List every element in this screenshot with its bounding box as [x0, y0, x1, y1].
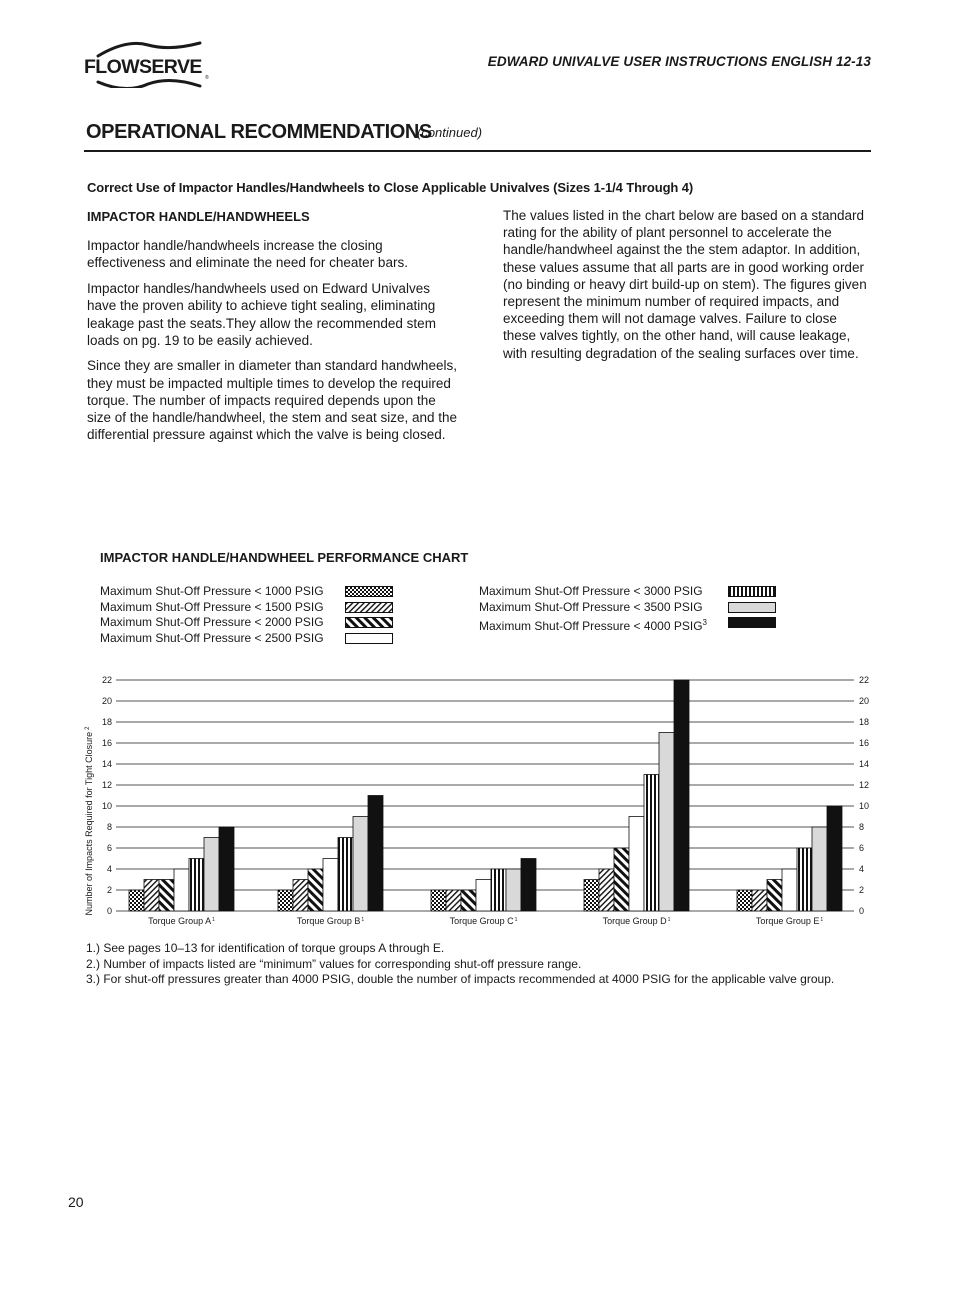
flowserve-logo — [84, 40, 212, 88]
y-tick-label-right: 22 — [859, 675, 870, 685]
legend-swatch-3000 — [728, 586, 776, 597]
legend-swatch-2500 — [345, 633, 393, 644]
y-tick-label-right: 0 — [859, 906, 865, 916]
chart-title: IMPACTOR HANDLE/HANDWHEEL PERFORMANCE CHART — [100, 550, 469, 565]
paragraph: Impactor handle/handwheels increase the closing effectiveness and eliminate the need for cheater bars. — [87, 238, 408, 271]
footnote: 2.) Number of impacts listed are “minimum” values for corresponding shut-off pressure range. — [86, 956, 582, 971]
y-tick-label-right: 14 — [859, 759, 870, 769]
legend-label: Maximum Shut-Off Pressure < 4000 PSIG — [479, 619, 703, 634]
bar — [506, 869, 521, 911]
legend-label: Maximum Shut-Off Pressure < 3000 PSIG — [479, 584, 703, 598]
bar — [368, 796, 383, 912]
bar — [476, 880, 491, 912]
document-title: EDWARD UNIVALVE USER INSTRUCTIONS ENGLISH 12-13 — [487, 54, 871, 69]
legend-label: Maximum Shut-Off Pressure < 3500 PSIG — [479, 599, 703, 614]
legend-entry — [100, 600, 400, 616]
footnotes — [86, 941, 834, 988]
bar — [614, 848, 629, 911]
bar — [204, 838, 219, 912]
footnote: 1.) See pages 10–13 for identification of torque groups A through E. — [86, 941, 445, 955]
legend-entry — [100, 615, 400, 631]
svg-text:®: ® — [205, 75, 209, 81]
y-tick-label-right: 8 — [859, 822, 865, 832]
bar — [338, 838, 353, 912]
y-tick-label-left: 8 — [106, 822, 112, 832]
bar — [644, 775, 659, 912]
bar — [767, 880, 782, 912]
bar — [323, 859, 338, 912]
bar — [782, 869, 797, 911]
chart-legend-right — [479, 584, 779, 634]
x-category-label: Torque Group $A^1$ — [148, 916, 215, 926]
y-tick-label-right: 16 — [859, 738, 870, 748]
flowserve-logo-mark — [84, 40, 212, 88]
y-tick-label-right: 18 — [859, 717, 870, 727]
y-tick-label-left: 12 — [101, 780, 112, 790]
bar — [189, 859, 204, 912]
y-tick-label-left: 0 — [106, 906, 112, 916]
bar — [629, 817, 644, 912]
legend-label: Maximum Shut-Off Pressure < 1000 PSIG — [100, 584, 324, 598]
bar — [461, 890, 476, 911]
bar — [308, 869, 323, 911]
legend-entry — [479, 615, 779, 634]
bar — [674, 680, 689, 911]
legend-swatch-4000 — [728, 617, 776, 628]
legend-entry — [479, 584, 779, 600]
y-tick-label-right: 6 — [859, 843, 865, 853]
y-tick-label-right: 12 — [859, 780, 870, 790]
paragraph: The values listed in the chart below are based on a standard rating for the ability of plant personnel to accelerate the handle/handwheel against the the stem adaptor. In addition, these values assume that all parts are in good working order (no binding or heavy dirt build-up on stem). The figures given represent the minimum number of required impacts, and exceeding them will not damage valves. Failure to close these valves tightly, on the other hand, will cause leakage, with resulting degradation of the sealing surfaces over time. — [503, 208, 867, 361]
performance-bar-chart — [78, 670, 878, 932]
bar — [293, 880, 308, 912]
legend-entry — [100, 631, 400, 647]
legend-label: Maximum Shut-Off Pressure < 2000 PSIG — [100, 615, 324, 630]
legend-swatch-2000 — [345, 617, 393, 628]
y-tick-label-left: 22 — [101, 675, 112, 685]
bar — [174, 869, 189, 911]
bar — [752, 890, 767, 911]
bar — [219, 827, 234, 911]
y-tick-label-left: 20 — [101, 696, 112, 706]
legend-footnote-ref: 3 — [702, 618, 707, 628]
y-tick-label-left: 10 — [101, 801, 112, 811]
legend-label: Maximum Shut-Off Pressure < 2500 PSIG — [100, 631, 324, 646]
bar — [431, 890, 446, 911]
title-divider — [84, 150, 871, 152]
y-tick-label-left: 18 — [101, 717, 112, 727]
y-tick-label-right: 20 — [859, 696, 870, 706]
y-tick-label-right: 10 — [859, 801, 870, 811]
left-text-column — [87, 208, 457, 452]
legend-entry — [100, 584, 400, 600]
bar — [278, 890, 293, 911]
legend-entry — [479, 600, 779, 616]
bar — [353, 817, 368, 912]
bar — [584, 880, 599, 912]
bar — [737, 890, 752, 911]
page-number: 20 — [68, 1194, 84, 1210]
legend-swatch-3500 — [728, 602, 776, 613]
y-tick-label-left: 6 — [106, 843, 112, 853]
bar — [599, 869, 614, 911]
bar — [797, 848, 812, 911]
y-tick-label-left: 14 — [101, 759, 112, 769]
paragraph: Impactor handles/handwheels used on Edward Univalves have the proven ability to achieve tight sealing, eliminating leakage past the seats.They allow the recommended stem loads on pg. 19 to be easily achieved. — [87, 281, 436, 348]
y-axis-label: Number of Impacts Required for Tight Closure$^2$ — [84, 726, 94, 916]
x-category-label: Torque Group $E^1$ — [755, 916, 824, 926]
y-tick-label-left: 16 — [101, 738, 112, 748]
x-category-label: Torque Group $C^1$ — [449, 916, 518, 926]
bar — [159, 880, 174, 912]
y-tick-label-right: 4 — [859, 864, 865, 874]
legend-swatch-1500 — [345, 602, 393, 613]
logo-wordmark: FLOWSERVE — [84, 56, 202, 78]
legend-label: Maximum Shut-Off Pressure < 1500 PSIG — [100, 599, 324, 614]
bar — [491, 869, 506, 911]
impactor-heading: IMPACTOR HANDLE/HANDWHEELS — [87, 209, 310, 224]
bar — [129, 890, 144, 911]
bar — [812, 827, 827, 911]
chart-legend-left — [100, 584, 400, 647]
y-tick-label-left: 2 — [106, 885, 112, 895]
bar — [827, 806, 842, 911]
section-title: OPERATIONAL RECOMMENDATIONS — [86, 121, 432, 143]
y-tick-label-left: 4 — [106, 864, 112, 874]
bar — [521, 859, 536, 912]
y-tick-label-right: 2 — [859, 885, 865, 895]
bar — [659, 733, 674, 912]
right-text-column — [503, 207, 873, 362]
bar — [144, 880, 159, 912]
subsection-heading: Correct Use of Impactor Handles/Handwheels to Close Applicable Univalves (Sizes 1-1/4 Through 4) — [87, 180, 694, 195]
footnote: 3.) For shut-off pressures greater than 4000 PSIG, double the number of impacts recommended at 4000 PSIG for the applicable valve group. — [86, 972, 835, 987]
bar — [446, 890, 461, 911]
x-category-label: Torque Group $B^1$ — [296, 916, 365, 926]
legend-swatch-1000 — [345, 586, 393, 597]
x-category-label: Torque Group $D^1$ — [602, 916, 671, 926]
paragraph: Since they are smaller in diameter than standard handwheels, they must be impacted multiple times to develop the required torque. The number of impacts required depends upon the size of the handle/handwheel, the stem and seat size, and the differential pressure against which the valve is being closed. — [87, 358, 457, 443]
section-continued-label: (continued) — [417, 125, 483, 140]
